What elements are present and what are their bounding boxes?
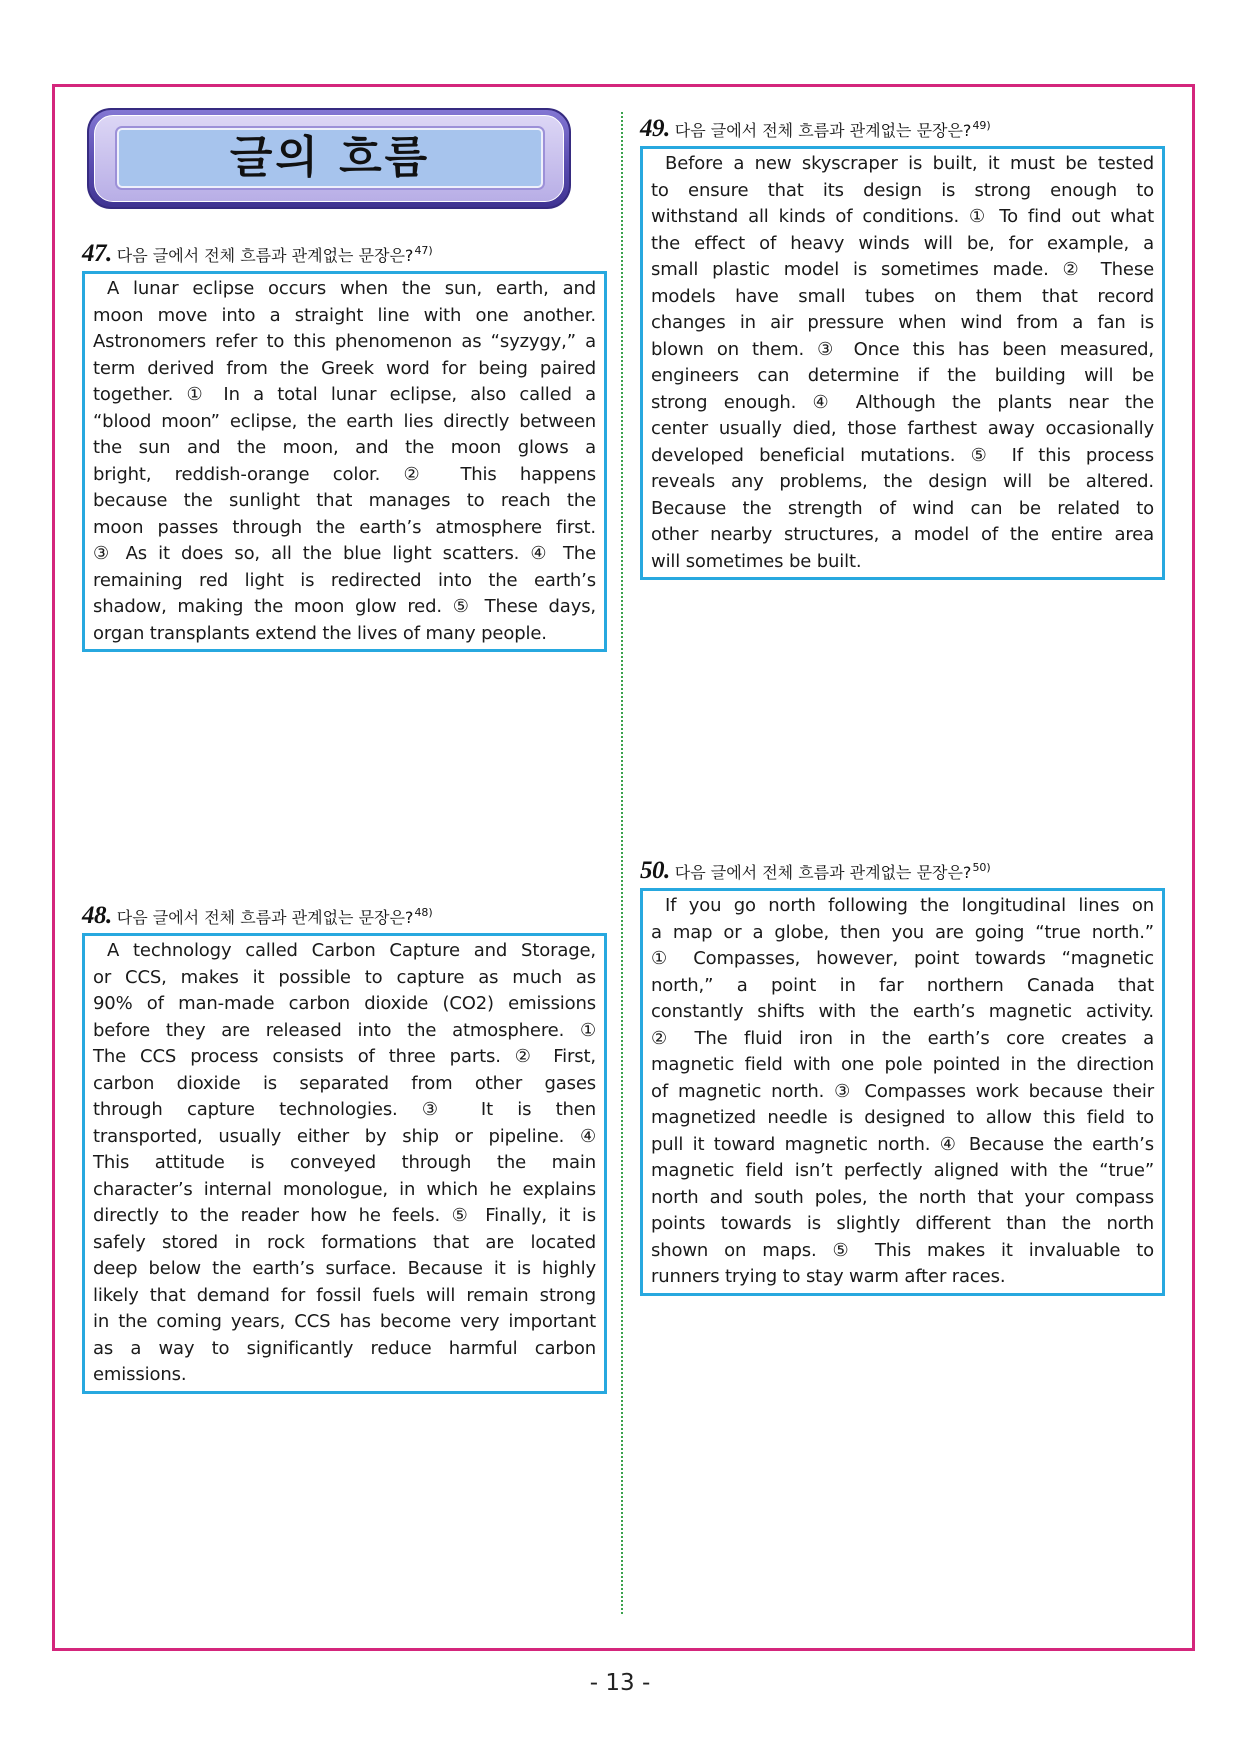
passage-line: A lunar eclipse occurs when the sun, earth, and xyxy=(107,278,596,299)
passage-line: changes in air pressure when wind from a fan is xyxy=(651,312,1154,333)
question-number: 48. xyxy=(82,902,112,929)
question-47-passage xyxy=(82,271,607,652)
passage-line: likely that demand for fossil fuels will remain strong xyxy=(93,1284,596,1306)
passage-line: the effect of heavy winds will be, for example, a xyxy=(651,232,1154,254)
passage-line: other nearby structures, a model of the entire area xyxy=(651,524,1154,545)
passage-line: small plastic model is sometimes made. ② These xyxy=(651,259,1154,280)
passage-line: developed beneficial mutations. ⑤ If this process xyxy=(651,444,1154,466)
section-title-banner xyxy=(87,108,571,209)
passage-line: bright, reddish-orange color. ② This happens xyxy=(93,463,596,485)
passage-line: north and south poles, the north that your compass xyxy=(651,1186,1154,1208)
footnote-reference: 49) xyxy=(972,119,991,132)
passage-line: runners trying to stay warm after races. xyxy=(651,1266,1006,1287)
question-prompt: 다음 글에서 전체 흐름과 관계없는 문장은? xyxy=(116,246,414,265)
question-number: 47. xyxy=(82,240,112,267)
passage-line: moon passes through the earth’s atmosphere first. xyxy=(93,516,596,538)
column-divider xyxy=(621,112,623,1614)
passage-line: organ transplants extend the lives of many people. xyxy=(93,622,547,644)
passage-line: 90% of man-made carbon dioxide (CO2) emissions xyxy=(93,993,596,1014)
passage-line: A technology called Carbon Capture and Storage, xyxy=(107,940,596,961)
question-prompt: 다음 글에서 전체 흐름과 관계없는 문장은? xyxy=(674,863,972,882)
title-banner-panel xyxy=(117,128,543,188)
passage-line: safely stored in rock formations that are located xyxy=(93,1231,596,1253)
question-50-heading xyxy=(640,857,991,885)
question-prompt: 다음 글에서 전체 흐름과 관계없는 문장은? xyxy=(674,121,972,140)
passage-line: through capture technologies. ③ It is then xyxy=(93,1099,596,1120)
passage-line: north,” a point in far northern Canada that xyxy=(651,974,1154,996)
question-48-passage xyxy=(82,933,607,1394)
question-50-passage xyxy=(640,888,1165,1296)
passage-line: character’s internal monologue, in which he explains xyxy=(93,1178,596,1200)
passage-line: or CCS, makes it possible to capture as much as xyxy=(93,966,596,988)
passage-line: Before a new skyscraper is built, it must be tested xyxy=(665,153,1154,174)
passage-line: models have small tubes on them that record xyxy=(651,285,1154,307)
passage-line: will sometimes be built. xyxy=(651,550,862,572)
passage-line: reveals any problems, the design will be altered. xyxy=(651,471,1154,492)
passage-line: directly to the reader how he feels. ⑤ Finally, it is xyxy=(93,1205,596,1226)
passage-line: If you go north following the longitudinal lines on xyxy=(665,895,1154,916)
passage-line: shown on maps. ⑤ This makes it invaluable to xyxy=(651,1239,1154,1261)
section-title: 글의 흐름 xyxy=(229,132,431,183)
question-48-heading xyxy=(82,902,433,930)
question-49-passage xyxy=(640,146,1165,580)
question-49-heading xyxy=(640,115,991,143)
passage-line: Astronomers refer to this phenomenon as “syzygy,” a xyxy=(93,331,596,352)
passage-line: remaining red light is redirected into the earth’s xyxy=(93,569,596,591)
passage-line: moon move into a straight line with one another. xyxy=(93,304,596,326)
passage-line: “blood moon” eclipse, the earth lies directly between xyxy=(93,410,596,432)
passage-line: strong enough. ④ Although the plants near the xyxy=(651,391,1154,413)
passage-line: of magnetic north. ③ Compasses work because their xyxy=(651,1080,1154,1102)
passage-line: a map or a globe, then you are going “true north.” xyxy=(651,921,1154,943)
passage-line: constantly shifts with the earth’s magnetic activity. xyxy=(651,1001,1154,1022)
passage-line: shadow, making the moon glow red. ⑤ These days, xyxy=(93,596,596,617)
question-prompt: 다음 글에서 전체 흐름과 관계없는 문장은? xyxy=(116,908,414,927)
passage-line: carbon dioxide is separated from other gases xyxy=(93,1072,596,1094)
question-number: 49. xyxy=(640,115,670,142)
passage-line: withstand all kinds of conditions. ① To find out what xyxy=(651,206,1154,227)
page-number: - 13 - xyxy=(589,1670,651,1696)
passage-line: emissions. xyxy=(93,1364,187,1385)
footnote-reference: 47) xyxy=(414,244,433,257)
footnote-reference: 50) xyxy=(972,861,991,874)
passage-line: The CCS process consists of three parts. ② First, xyxy=(93,1046,596,1067)
passage-line: Because the strength of wind can be related to xyxy=(651,497,1154,519)
passage-line: magnetic field with one pole pointed in the direction xyxy=(651,1054,1154,1075)
passage-line: center usually died, those farthest away occasionally xyxy=(651,418,1154,439)
footnote-reference: 48) xyxy=(414,906,433,919)
passage-line: magnetic field isn’t perfectly aligned with the “true” xyxy=(651,1160,1154,1181)
passage-line: in the coming years, CCS has become very important xyxy=(93,1311,596,1332)
passage-line: to ensure that its design is strong enough to xyxy=(651,179,1154,201)
question-47-heading xyxy=(82,240,433,268)
passage-line: transported, usually either by ship or pipeline. ④ xyxy=(93,1125,596,1147)
passage-line: before they are released into the atmosphere. ① xyxy=(93,1019,596,1041)
passage-line: because the sunlight that manages to reach the xyxy=(93,490,596,511)
passage-line: the sun and the moon, and the moon glows a xyxy=(93,437,596,458)
passage-line: term derived from the Greek word for being paired xyxy=(93,357,596,379)
passage-line: deep below the earth’s surface. Because it is highly xyxy=(93,1258,596,1279)
passage-line: points towards is slightly different than the north xyxy=(651,1213,1154,1234)
passage-line: This attitude is conveyed through the main xyxy=(93,1152,596,1173)
passage-line: magnetized needle is designed to allow this field to xyxy=(651,1107,1154,1128)
passage-line: blown on them. ③ Once this has been measured, xyxy=(651,338,1154,360)
question-number: 50. xyxy=(640,857,670,884)
passage-line: pull it toward magnetic north. ④ Because the earth’s xyxy=(651,1133,1154,1155)
passage-line: together. ① In a total lunar eclipse, also called a xyxy=(93,384,596,405)
passage-line: engineers can determine if the building will be xyxy=(651,365,1154,386)
passage-line: ② The fluid iron in the earth’s core creates a xyxy=(651,1027,1154,1049)
passage-line: ③ As it does so, all the blue light scatters. ④ The xyxy=(93,543,596,564)
passage-line: ① Compasses, however, point towards “magnetic xyxy=(651,948,1154,969)
passage-line: as a way to significantly reduce harmful carbon xyxy=(93,1337,596,1359)
